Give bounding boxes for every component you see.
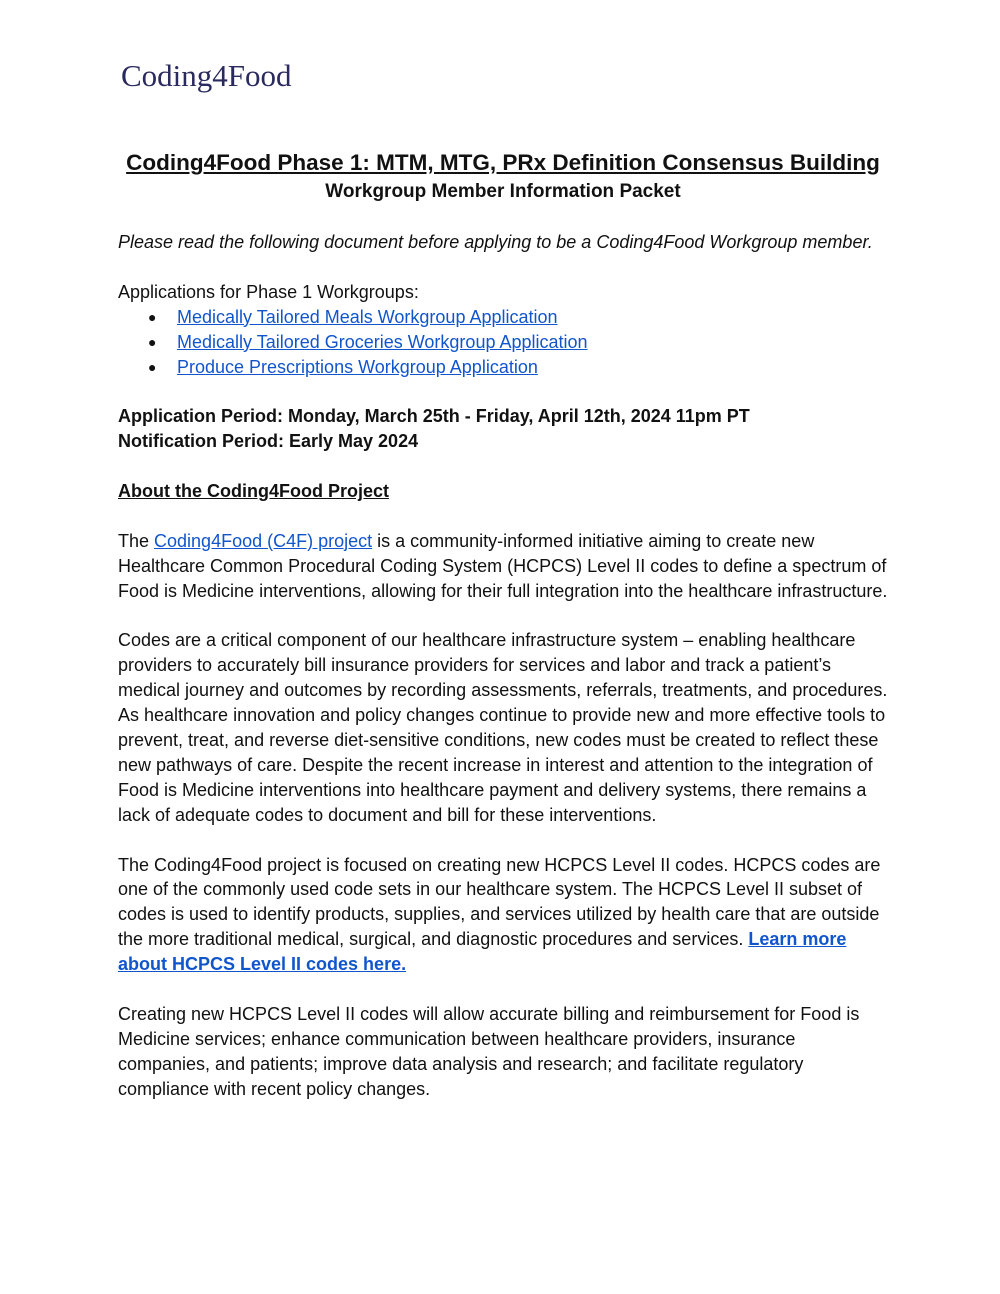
list-item <box>177 355 888 380</box>
hcpcs-learn-more-link[interactable]: Learn more about HCPCS Level II codes here. <box>118 929 847 975</box>
mtm-application-link[interactable]: Medically Tailored Meals Workgroup Application <box>177 306 558 327</box>
paragraph-3 <box>118 853 888 978</box>
notification-period: Notification Period: Early May 2024 <box>118 431 419 452</box>
c4f-project-link[interactable]: Coding4Food (C4F) project <box>154 530 373 551</box>
mtg-application-link[interactable]: Medically Tailored Groceries Workgroup Application <box>177 331 588 352</box>
application-period: Application Period: Monday, March 25th - Friday, April 12th, 2024 11pm PT <box>118 406 750 427</box>
p3-text: The Coding4Food project is focused on creating new HCPCS Level II codes. HCPCS codes are one of the commonly used code sets in our healthcare system. The HCPCS Level II subset of codes is used to identify products, supplies, and services utilized by health care that are outside the more traditional medical, surgical, and diagnostic procedures and services. <box>118 854 881 950</box>
applications-heading: Applications for Phase 1 Workgroups: <box>118 281 419 302</box>
intro-text: Please read the following document before applying to be a Coding4Food Workgroup member. <box>118 232 873 252</box>
list-item <box>177 305 888 330</box>
paragraph-2: Codes are a critical component of our healthcare infrastructure system – enabling healthcare providers to accurately bill insurance providers for services and labor and track a patient’s medical journey and outcomes by recording assessments, referrals, treatments, and procedures. As healthcare innovation and policy changes continue to provide new and more effective tools to prevent, treat, and reverse diet-sensitive conditions, new codes must be created to reflect these new pathways of care. Despite the recent increase in interest and attention to the integration of Food is Medicine interventions into healthcare payment and delivery systems, there remains a lack of adequate codes to document and bill for these interventions. <box>118 630 888 825</box>
coding4food-logo: Coding4Food <box>121 58 292 93</box>
list-item <box>177 330 888 355</box>
p1-text: The <box>118 530 155 551</box>
p1-text-rest: is a community-informed initiative aiming to create new Healthcare Common Procedural Coding System (HCPCS) Level II codes to define a spectrum of Food is Medicine interventions, allowing for their full integration into the healthcare infrastructure. <box>118 530 888 601</box>
about-heading: About the Coding4Food Project <box>118 481 389 502</box>
applications-list <box>118 305 888 380</box>
paragraph-1 <box>118 529 888 604</box>
document-body <box>118 149 888 1102</box>
document-title: Coding4Food Phase 1: MTM, MTG, PRx Definition Consensus Building <box>126 150 880 175</box>
document-subtitle: Workgroup Member Information Packet <box>325 181 681 202</box>
prx-application-link[interactable]: Produce Prescriptions Workgroup Application <box>177 356 538 377</box>
paragraph-4: Creating new HCPCS Level II codes will allow accurate billing and reimbursement for Food is Medicine services; enhance communication between healthcare providers, insurance companies, and patients; improve data analysis and research; and facilitate regulatory compliance with recent policy changes. <box>118 1003 860 1099</box>
